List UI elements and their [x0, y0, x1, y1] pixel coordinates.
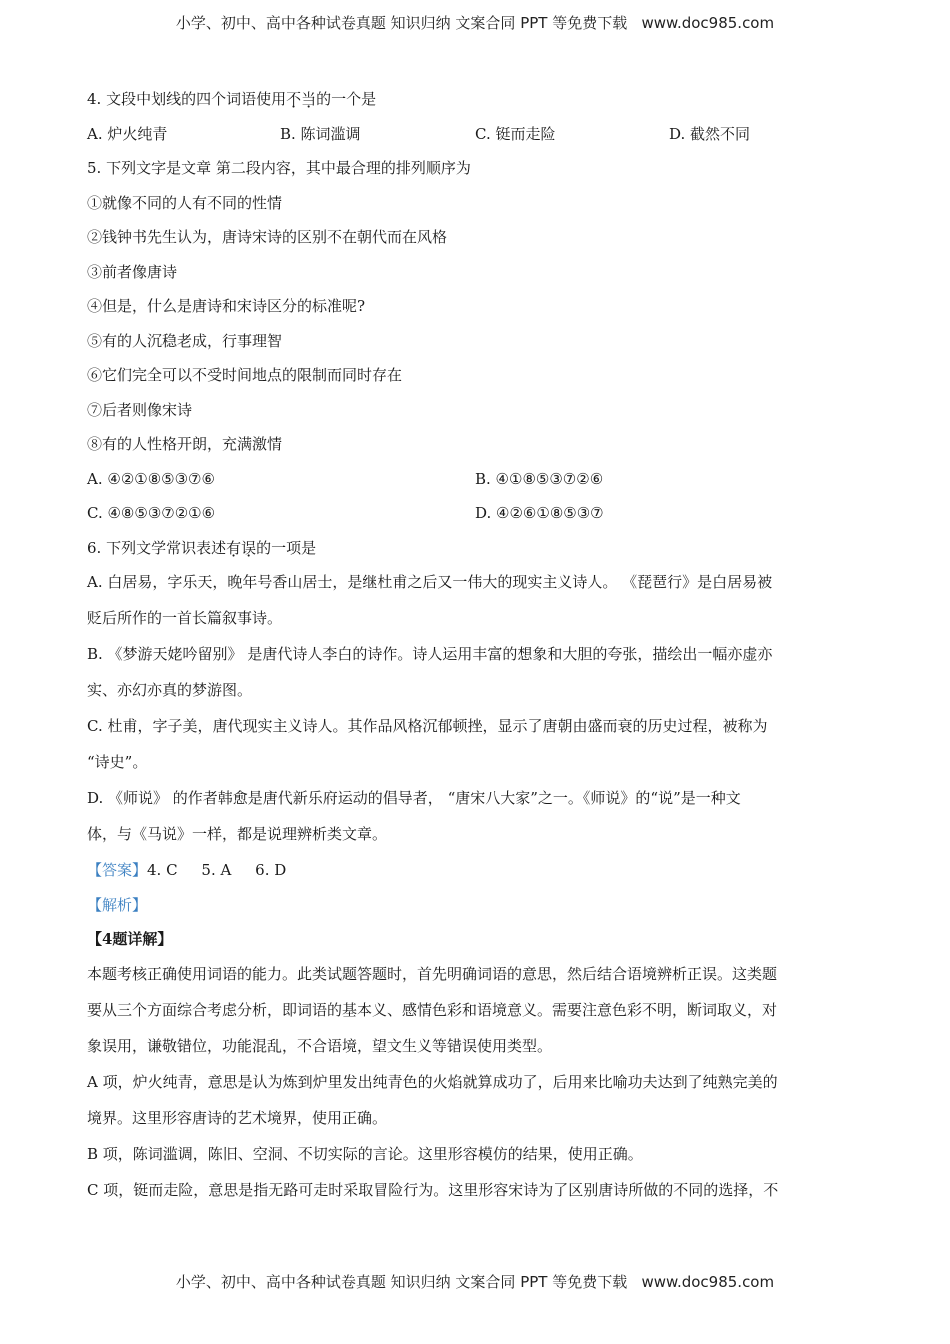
analysis-paragraph-line: 要从三个方面综合考虑分析，即词语的基本义、感情色彩和语境意义。需要注意色彩不明，断词取义，对 [87, 1000, 778, 1019]
q6-option-d-cont: 体，与《马说》一样，都是说理辨析类文章。 [87, 825, 388, 843]
analysis-paragraph-line: 境界。这里形容唐诗的艺术境界，使用正确。 [87, 1108, 388, 1127]
q4-options [87, 123, 867, 158]
q6-option-c: C. 杜甫，字子美，唐代现实主义诗人。其作品风格沉郁顿挫，显示了唐朝由盛而衰的历史过程，被称为 [87, 717, 768, 735]
analysis-subhead: 【4题详解】 [87, 930, 173, 948]
q5-option-a: A. ④②①⑧⑤③⑦⑥ [87, 469, 215, 488]
analysis-line [87, 894, 867, 929]
q5-stem: 5. 下列文字是文章 第二段内容，其中最合理的排列顺序为 [87, 159, 471, 177]
document-body [87, 88, 867, 1215]
q5-item: ⑤有的人沉稳老成，行事理智 [87, 331, 283, 350]
answer-text: 4. C 5. A 6. D [147, 861, 287, 879]
q5-option-c: C. ④⑧⑤③⑦②①⑥ [87, 504, 216, 522]
q5-options-row [87, 502, 867, 537]
q6-option-b-cont: 实、亦幻亦真的梦游图。 [87, 681, 253, 699]
page-footer-banner: 小学、初中、高中各种试卷真题 知识归纳 文案合同 PPT 等免费下载 www.doc985.com [175, 1273, 775, 1291]
q5-item: ①就像不同的人有不同的性情 [87, 193, 283, 212]
emphasis-mark: 当 [301, 90, 317, 108]
q4-option-a: A. 炉火纯青 [87, 124, 168, 143]
answer-line [87, 859, 867, 894]
emphasis-mark: 误 [241, 538, 257, 557]
analysis-paragraph-line: C 项，铤而走险，意思是指无路可走时采取冒险行为。这里形容宋诗为了区别唐诗所做的不同的选择，不 [87, 1180, 779, 1199]
q5-item: ⑧有的人性格开朗，充满激情 [87, 435, 283, 453]
q4-option-d: D. 截然不同 [669, 124, 751, 143]
page-header-banner: 小学、初中、高中各种试卷真题 知识归纳 文案合同 PPT 等免费下载 www.doc985.com [175, 14, 775, 32]
q4-option-b: B. 陈词滥调 [280, 124, 361, 143]
analysis-paragraph-line: B 项，陈词滥调，陈旧、空洞、不切实际的言论。这里形容模仿的结果，使用正确。 [87, 1144, 643, 1163]
q6-option-a: A. 白居易，字乐天，晚年号香山居士，是继杜甫之后又一伟大的现实主义诗人。 《琵琶行》是白居易被 [87, 573, 773, 591]
q5-option-d: D. ④②⑥①⑧⑤③⑦ [475, 504, 604, 522]
emphasis-mark: 有 [226, 538, 242, 557]
q5-options-row [87, 468, 867, 503]
q6-stem: 6. 下列文学常识表述有误的一项是 [87, 538, 317, 557]
q6-option-c-cont: “诗史”。 [87, 753, 148, 771]
analysis-paragraph-line: 本题考核正确使用词语的能力。此类试题答题时，首先明确词语的意思，然后结合语境辨析正误。这类题 [87, 964, 778, 983]
analysis-paragraph-line: 象误用，谦敬错位，功能混乱，不合语境，望文生义等错误使用类型。 [87, 1036, 553, 1055]
analysis-tag: 【解析】 [87, 895, 148, 914]
q5-item: ③前者像唐诗 [87, 262, 178, 281]
q4-option-c: C. 铤而走险 [475, 124, 556, 143]
emphasis-mark: 不 [286, 90, 302, 108]
analysis-paragraph-line: A 项，炉火纯青，意思是认为炼到炉里发出纯青色的火焰就算成功了，后用来比喻功夫达到了纯熟完美的 [87, 1072, 778, 1091]
q5-item: ⑦后者则像宋诗 [87, 400, 193, 419]
q5-item: ④但是，什么是唐诗和宋诗区分的标准呢? [87, 297, 366, 315]
q5-option-b: B. ④①⑧⑤③⑦②⑥ [475, 469, 604, 488]
q6-option-b: B. 《梦游天姥吟留别》 是唐代诗人李白的诗作。诗人运用丰富的想象和大胆的夸张，描绘出一幅亦虚亦 [87, 645, 773, 663]
q6-option-a-cont: 贬后所作的一首长篇叙事诗。 [87, 609, 283, 627]
q5-item: ②钱钟书先生认为，唐诗宋诗的区别不在朝代而在风格 [87, 228, 448, 246]
q4-stem: 4. 文段中划线的四个词语使用不当的一个是 [87, 90, 377, 108]
answer-tag: 【答案】 [87, 861, 148, 879]
q5-item: ⑥它们完全可以不受时间地点的限制而同时存在 [87, 366, 403, 384]
q6-option-d: D. 《师说》 的作者韩愈是唐代新乐府运动的倡导者， “唐宋八大家”之一。《师说》的“说”是一种文 [87, 789, 741, 807]
